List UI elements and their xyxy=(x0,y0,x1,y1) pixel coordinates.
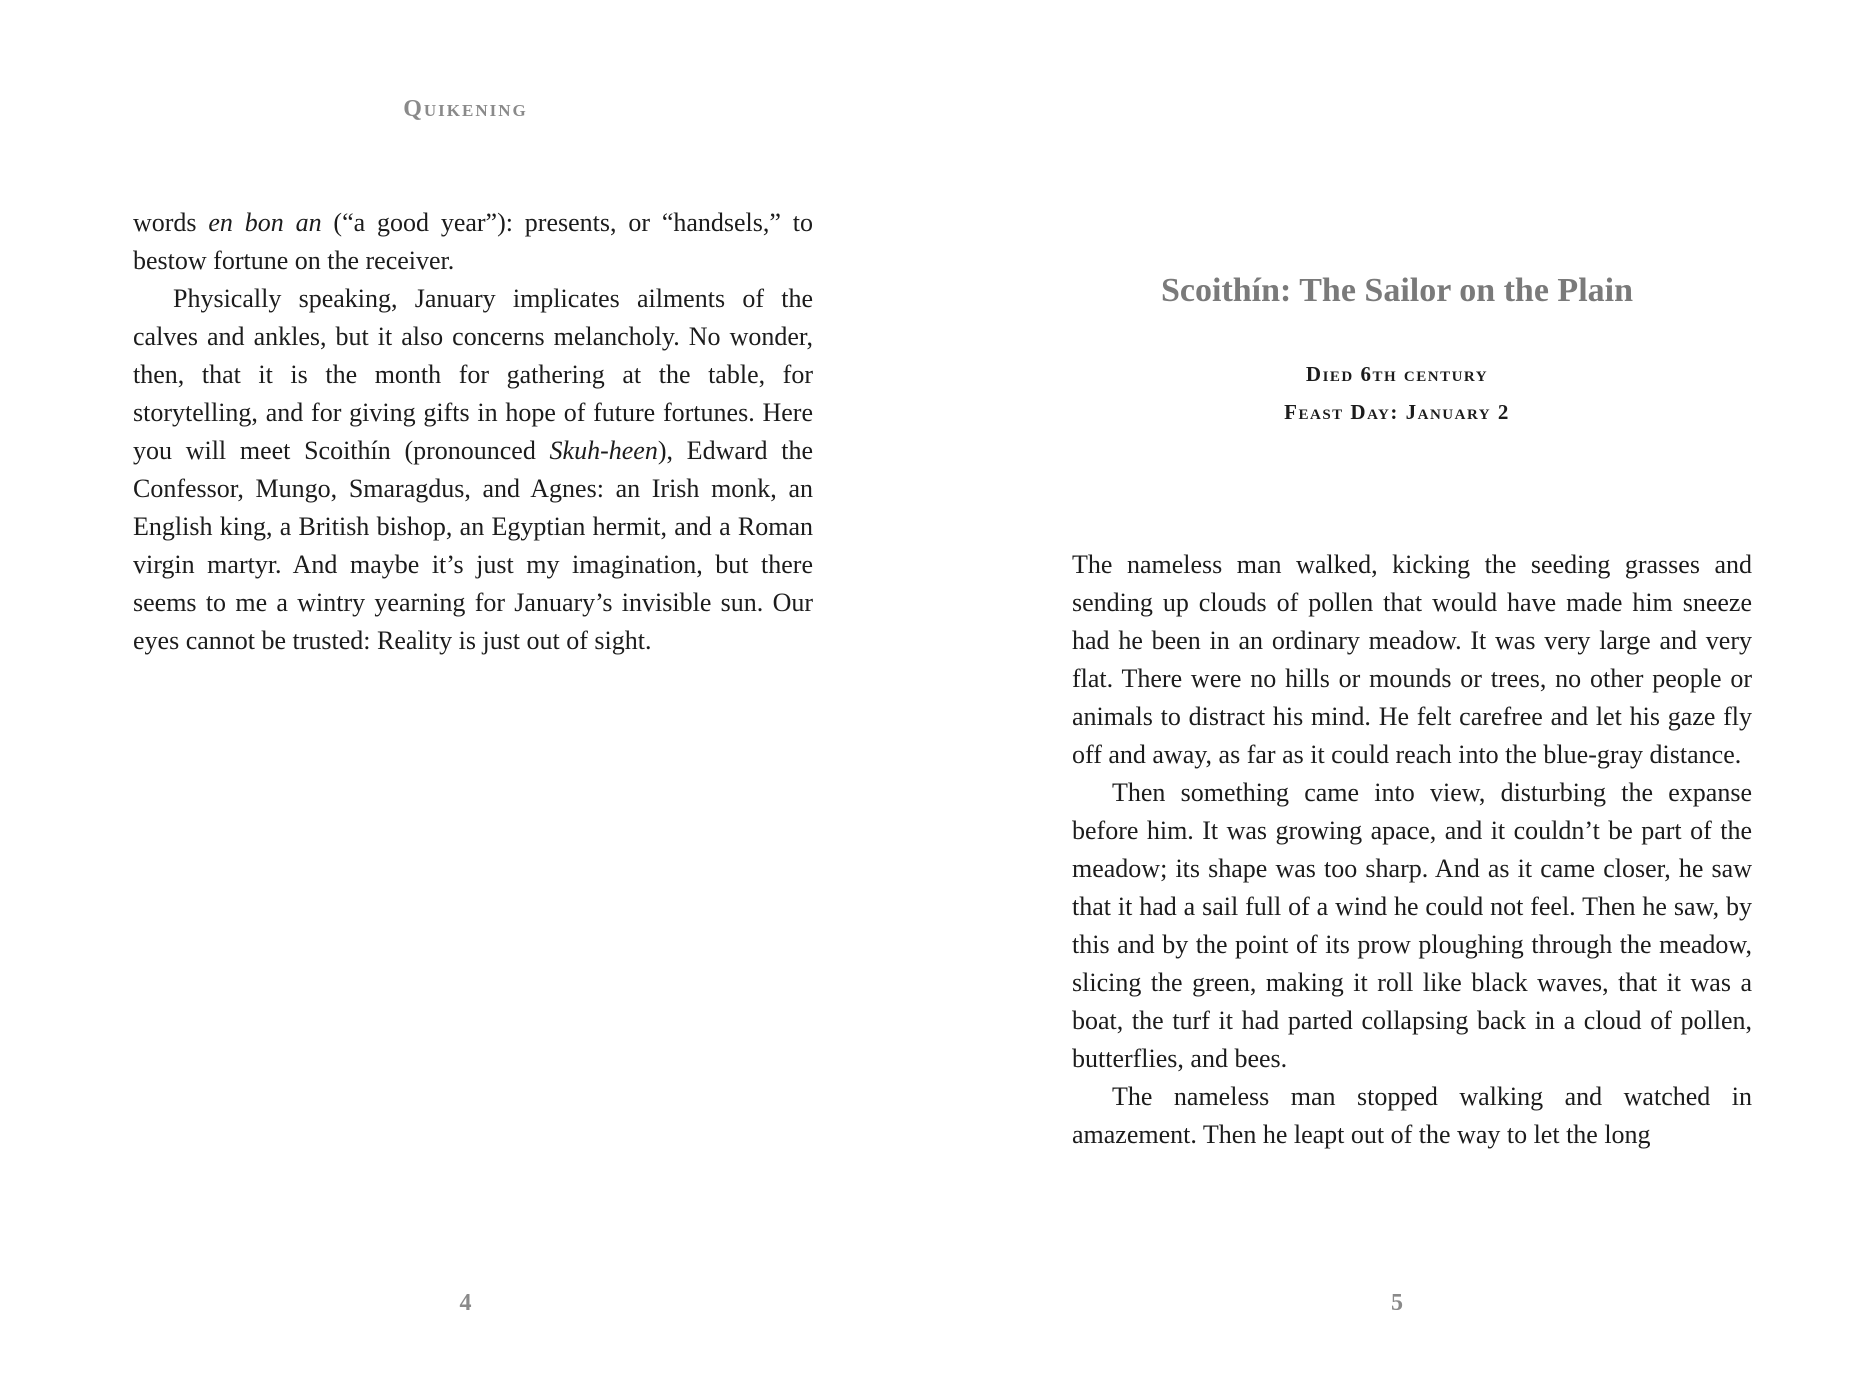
text-run: ), Edward the Confessor, Mungo, Smaragdus, and Agnes: an Irish monk, an English king, a British bishop, an Egyptian hermit, and a Roman virgin martyr. And maybe it’s just my imagination, but there seems to me a wintry yearning for January’s invisible sun. Our eyes cannot be trusted: Reality is just out of sight. xyxy=(133,436,814,655)
paragraph xyxy=(133,280,813,660)
page-number: 5 xyxy=(1391,1290,1403,1316)
left-page xyxy=(0,0,931,1399)
text-run: The nameless man stopped walking and watched in amazement. Then he leapt out of the way to let the long xyxy=(1072,1082,1752,1149)
feast-day-line: Feast Day: January 2 xyxy=(1284,400,1510,424)
right-page xyxy=(931,0,1863,1399)
paragraph xyxy=(1072,774,1752,1078)
italic-text-run: Skuh-heen xyxy=(549,436,658,465)
text-run: Physically speaking, January implicates ailments of the calves and ankles, but it also concerns melancholy. No wonder, then, that it is the month for gathering at the table, for storytelling, and for giving gifts in hope of future fortunes. Here you will meet Scoithín (pronounced xyxy=(133,284,813,465)
text-run: Then something came into view, disturbing the expanse before him. It was growing apace, and it couldn’t be part of the meadow; its shape was too sharp. And as it came closer, he saw that it had a sail full of a wind he could not feel. Then he saw, by this and by the point of its prow ploughing through the meadow, slicing the green, making it roll like black waves, that it was a boat, the turf it had parted collapsing back in a cloud of pollen, butterflies, and bees. xyxy=(1072,778,1752,1073)
chapter-title: Scoithín: The Sailor on the Plain xyxy=(1161,272,1633,309)
paragraph xyxy=(1072,1078,1752,1154)
died-line: Died 6th century xyxy=(1305,362,1489,386)
text-run: The nameless man walked, kicking the seeding grasses and sending up clouds of pollen that would have made him sneeze had he been in an ordinary meadow. It was very large and very flat. There were no hills or mounds or trees, no other people or animals to distract his mind. He felt carefree and let his gaze fly off and away, as far as it could reach into the blue-gray distance. xyxy=(1072,550,1752,769)
paragraph xyxy=(133,204,813,280)
italic-text-run: en bon an xyxy=(208,208,322,237)
paragraph xyxy=(1072,546,1752,774)
left-body-text xyxy=(133,204,813,660)
right-body-text xyxy=(1072,546,1752,1154)
page-number: 4 xyxy=(459,1290,472,1316)
text-run: (“a good year”): presents, or “handsels,” to bestow fortune on the receiver. xyxy=(133,208,813,275)
running-head: Quikening xyxy=(403,96,528,122)
text-run: words xyxy=(133,208,209,237)
